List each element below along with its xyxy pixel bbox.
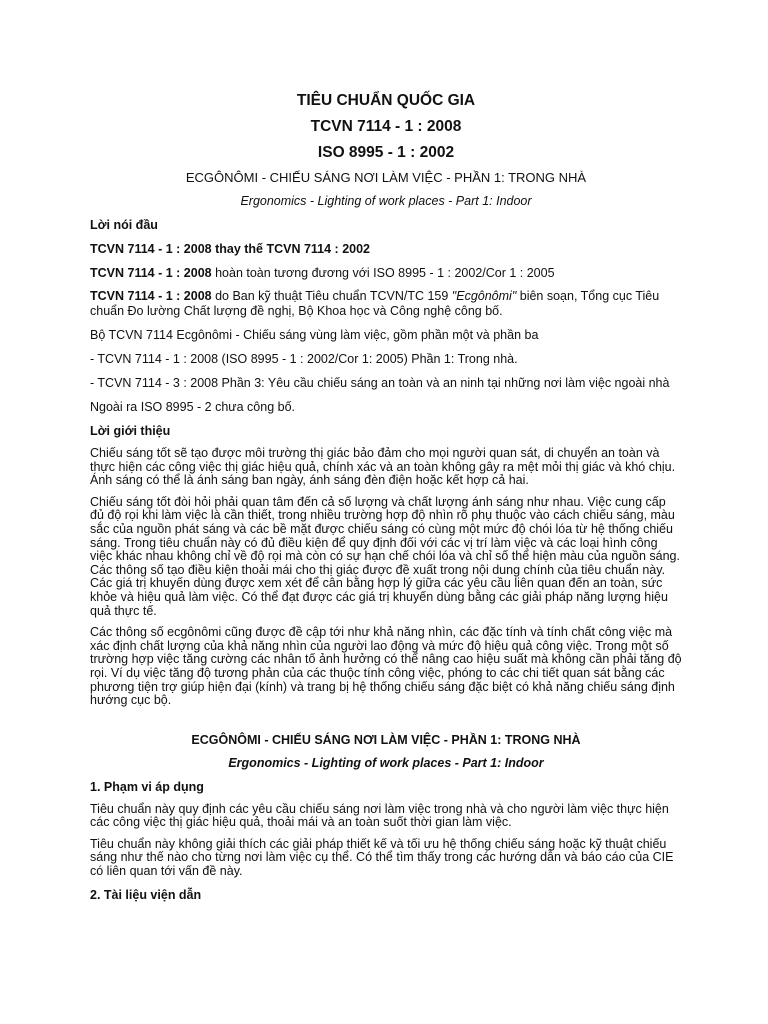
foreword-list-item: - TCVN 7114 - 1 : 2008 (ISO 8995 - 1 : 2002/Cor 1: 2005) Phần 1: Trong nhà. [90, 352, 518, 366]
part1-heading-english: Ergonomics - Lighting of work places - Part 1: Indoor [228, 755, 544, 770]
foreword-paragraph [90, 289, 682, 319]
part1-heading: ECGÔNÔMI - CHIẾU SÁNG NƠI LÀM VIỆC - PHẦN 1: TRONG NHÀ [191, 732, 581, 747]
committee-name: "Ecgônômi" [451, 289, 517, 303]
tcvn-code-title: TCVN 7114 - 1 : 2008 [310, 118, 462, 135]
foreword-paragraph: Bộ TCVN 7114 Ecgônômi - Chiếu sáng vùng làm việc, gồm phần một và phần ba [90, 328, 539, 342]
foreword-paragraph: Ngoài ra ISO 8995 - 2 chưa công bố. [90, 400, 296, 414]
standard-code: TCVN 7114 - 1 : 2008 [90, 289, 212, 303]
foreword-list-item: - TCVN 7114 - 3 : 2008 Phần 3: Yêu cầu chiếu sáng an toàn và an ninh tại những nơi làm việc ngoài nhà [90, 376, 670, 390]
scope-paragraph: Tiêu chuẩn này không giải thích các giải pháp thiết kế và tối ưu hệ thống chiếu sáng hoặc kỹ thuật chiếu sáng như thế nào cho từng nơi làm việc cụ thể. Có thể tìm thấy trong các hướng dẫn và báo cáo của CIE có liên quan tới vấn đề này. [90, 836, 674, 879]
iso-code-title: ISO 8995 - 1 : 2002 [317, 144, 455, 161]
references-heading: 2. Tài liệu viện dẫn [90, 887, 202, 902]
document-subtitle-english: Ergonomics - Lighting of work places - Part 1: Indoor [240, 194, 532, 208]
introduction-heading: Lời giới thiệu [90, 424, 171, 438]
scope-heading: 1. Phạm vi áp dụng [90, 779, 204, 794]
document-page [90, 92, 682, 903]
foreword-paragraph: TCVN 7114 - 1 : 2008 thay thế TCVN 7114 : 2002 [90, 242, 370, 256]
paragraph-text: hoàn toàn tương đương với ISO 8995 - 1 : 2002/Cor 1 : 2005 [211, 266, 555, 280]
foreword-paragraph [90, 265, 682, 281]
national-standard-title: TIÊU CHUẨN QUỐC GIA [296, 92, 476, 109]
introduction-paragraph: Chiếu sáng tốt sẽ tạo được môi trường thị giác bảo đảm cho mọi người quan sát, di chuyển an toàn và thực hiện các công việc thị giác hiệu quả, chính xác và an toàn không gây ra mệt mỏi thị giác và khó chịu. Ánh sáng có thể là ánh sáng ban ngày, ánh sáng đèn điện hoặc kết hợp cả hai. [90, 446, 676, 488]
document-subtitle: ECGÔNÔMI - CHIẾU SÁNG NƠI LÀM VIỆC - PHẦN 1: TRONG NHÀ [185, 170, 587, 185]
introduction-paragraph: Chiếu sáng tốt đòi hỏi phải quan tâm đến cả số lượng và chất lượng ánh sáng như nhau. Việc cung cấp đủ độ rọi khi làm việc là cần thiết, trong nhiều trường hợp độ nhìn rõ phụ thuộc vào cách chiếu sáng, màu sắc của nguồn phát sáng và các bề mặt được chiếu sáng có cùng một mức độ chói lóa từ hệ thống chiếu sáng. Trong tiêu chuẩn này có đủ điều kiện để quy định đối với các vị trí làm việc và các loại hình công việc khác nhau không chỉ về độ rọi mà còn có sự hạn chế chói lóa và chỉ số thể hiện màu của nguồn sáng. Các thông số tạo điều kiện thoải mái cho thị giác được đề xuất trong nội dung chính của tiêu chuẩn này. Các giá trị khuyến dùng được xem xét để cân bằng hợp lý giữa các yêu cầu liên quan đến an toàn, sức khỏe và hiệu quả làm việc. Có thể đạt được các giá trị khuyến dùng bằng các giải pháp năng lượng hiệu quả thực tế. [90, 494, 680, 618]
scope-paragraph: Tiêu chuẩn này quy định các yêu cầu chiếu sáng nơi làm việc trong nhà và cho người làm việc thực hiện các công việc thị giác hiệu quả, thoải mái và an toàn suốt thời gian làm việc. [90, 801, 669, 830]
paragraph-text: do Ban kỹ thuật Tiêu chuẩn TCVN/TC 159 [211, 289, 452, 303]
paragraph-text: biên soạn, Tổng cục Tiêu chuẩn Đo lường Chất lượng đề nghị, Bộ Khoa học và Công nghệ công bố. [90, 289, 660, 318]
standard-code: TCVN 7114 - 1 : 2008 [90, 266, 212, 280]
introduction-paragraph: Các thông số ecgônômi cũng được đề cập tới như khả năng nhìn, các đặc tính và tính chất công việc mà xác định chất lượng của khả năng nhìn của người lao động và mức độ hiệu quả công việc. Trong một số trường hợp việc tăng cường các nhân tố ảnh hưởng có thể nâng cao hiệu suất mà không cần phải tăng độ rọi. Ví dụ việc tăng độ tương phản của các thuộc tính công việc, phóng to các chi tiết quan sát bằng các phương tiện trợ giúp hiện đại (kính) và trang bị hệ thống chiếu sáng đặc biệt có khả năng chiếu sáng định hướng cục bộ. [90, 625, 682, 708]
foreword-heading: Lời nói đầu [90, 218, 158, 232]
